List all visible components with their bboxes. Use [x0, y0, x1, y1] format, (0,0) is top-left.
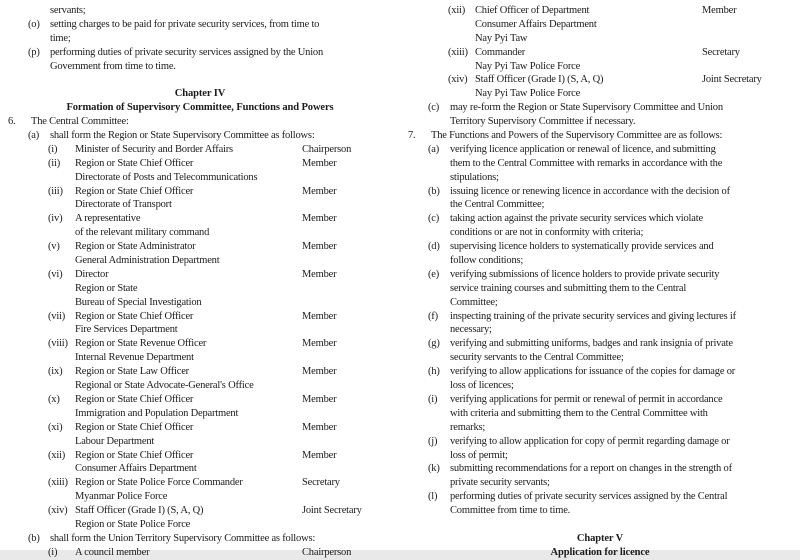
list-item-line: [400, 393, 800, 407]
list-item-line: [0, 226, 400, 240]
item-text: servants;: [50, 5, 86, 16]
item-text: service training courses and submitting them to the Central: [450, 282, 687, 294]
item-text: Region or State Chief Officer: [75, 393, 194, 405]
item-text: Nay Pyi Taw Police Force: [475, 88, 581, 100]
role-label: Joint Secretary: [702, 74, 762, 86]
role-label: Member: [302, 393, 337, 405]
role-label: Member: [302, 268, 337, 280]
item-marker: (ii): [48, 157, 61, 169]
list-item-line: [400, 379, 800, 393]
list-item-line: [400, 198, 800, 212]
item-text: supervising licence holders to systematically provide services and: [450, 241, 714, 253]
role-label: Chairperson: [302, 546, 352, 558]
item-text: Minister of Security and Border Affairs: [75, 143, 233, 155]
list-item-line: [400, 87, 800, 101]
list-item-line: [0, 212, 400, 226]
item-marker: (g): [428, 338, 440, 350]
item-text: Region or State: [75, 282, 138, 294]
item-marker: (f): [428, 310, 438, 322]
item-text: Bureau of Special Investigation: [75, 296, 202, 308]
list-item-line: [400, 171, 800, 185]
list-item-line: [400, 421, 800, 435]
item-marker: (iv): [48, 213, 63, 225]
item-text: Fire Services Department: [75, 324, 178, 336]
item-text: loss of permit;: [450, 449, 508, 461]
list-item-line: [0, 143, 400, 157]
item-marker: (d): [428, 241, 440, 253]
list-item-line: [0, 185, 400, 199]
list-item-line: [400, 337, 800, 351]
list-item-line: [400, 101, 800, 115]
list-item-line: [0, 240, 400, 254]
list-item-line: [400, 310, 800, 324]
item-marker: 7.: [408, 130, 416, 142]
list-item-line: [0, 310, 400, 324]
list-item-line: [400, 476, 800, 490]
item-text: verifying licence application or renewal of licence, and submitting: [450, 143, 716, 155]
item-text: Region or State Police Force Commander: [75, 477, 243, 489]
item-marker: (j): [428, 435, 438, 447]
role-label: Member: [302, 421, 337, 433]
item-text: Chief Officer of Department: [475, 5, 590, 16]
item-text: private security servants;: [450, 477, 550, 489]
item-marker: (xii): [48, 449, 66, 461]
item-text: Region or State Revenue Officer: [75, 338, 207, 350]
item-text: Committee;: [450, 296, 498, 308]
item-text: Directorate of Posts and Telecommunications: [75, 171, 258, 183]
list-item-line: [0, 32, 400, 46]
item-text: verifying applications for permit or renewal of permit in accordance: [450, 393, 723, 405]
list-item-line: [400, 254, 800, 268]
chapter-heading: Chapter IV: [174, 88, 226, 100]
list-item-line: [0, 532, 400, 546]
role-label: Joint Secretary: [302, 505, 362, 517]
item-text: Directorate of Transport: [75, 199, 172, 211]
column-right: [400, 4, 800, 560]
item-text: Regional or State Advocate-General's Office: [75, 380, 254, 392]
item-text: Region or State Administrator: [75, 241, 196, 253]
role-label: Member: [302, 157, 337, 169]
item-text: remarks;: [450, 421, 486, 433]
list-item-line: [0, 282, 400, 296]
list-item-line: [0, 171, 400, 185]
list-item-line: [400, 323, 800, 337]
item-text: verifying to allow application for copy of permit regarding damage or: [450, 435, 730, 447]
item-text: A council member: [75, 546, 150, 558]
role-label: Member: [302, 185, 337, 197]
item-text: with criteria and submitting them to the Central Committee with: [450, 407, 708, 419]
item-text: issuing licence or renewing licence in accordance with the decision of: [450, 185, 730, 197]
item-text: Nay Pyi Taw: [475, 32, 528, 44]
item-text: verifying submissions of licence holders to provide private security: [450, 268, 720, 280]
item-text: conditions or are not in conformity with criteria;: [450, 227, 644, 239]
list-item-line: [0, 462, 400, 476]
item-marker: (l): [428, 491, 438, 503]
list-item-line: [0, 365, 400, 379]
item-marker: 6.: [8, 116, 16, 128]
list-item-line: [400, 351, 800, 365]
list-item-line: [400, 282, 800, 296]
item-text: Staff Officer (Grade I) (S, A, Q): [75, 505, 204, 517]
item-text: performing duties of private security services assigned by the Union: [50, 46, 324, 58]
item-marker: (v): [48, 241, 60, 253]
role-label: Chairperson: [302, 143, 352, 155]
chapter-heading: Chapter V: [576, 532, 624, 544]
item-marker: (e): [428, 268, 440, 280]
item-text: follow conditions;: [450, 255, 524, 267]
item-marker: (o): [28, 18, 40, 30]
item-text: Region or State Chief Officer: [75, 310, 194, 322]
list-item-line: [0, 476, 400, 490]
list-item-line: [0, 546, 400, 560]
list-item-line: [0, 504, 400, 518]
list-item-line: [400, 157, 800, 171]
item-text: Consumer Affairs Department: [475, 18, 597, 30]
list-item-line: [0, 60, 400, 74]
role-label: Secretary: [702, 46, 740, 58]
list-item-line: [0, 421, 400, 435]
role-label: Member: [302, 449, 337, 461]
list-item-line: [0, 518, 400, 532]
item-marker: (c): [428, 213, 440, 225]
item-text: Government from time to time.: [50, 60, 176, 72]
item-text: Region or State Law Officer: [75, 366, 189, 378]
item-text: Labour Department: [75, 435, 155, 447]
list-item-line: [0, 337, 400, 351]
list-item-line: [400, 60, 800, 74]
chapter-heading: Formation of Supervisory Committee, Functions and Powers: [66, 102, 334, 114]
item-text: verifying to allow applications for issuance of the copies for damage or: [450, 366, 736, 378]
item-marker: (b): [28, 532, 40, 544]
item-marker: (k): [428, 463, 440, 475]
role-label: Member: [702, 5, 737, 16]
item-text: Internal Revenue Department: [75, 352, 194, 364]
item-marker: (i): [48, 143, 58, 155]
list-item-line: [0, 351, 400, 365]
item-marker: (vii): [48, 310, 66, 322]
list-item-line: [400, 240, 800, 254]
list-item-line: [0, 157, 400, 171]
item-text: The Central Committee:: [31, 116, 129, 128]
item-marker: (i): [428, 393, 438, 405]
item-text: may re-form the Region or State Supervisory Committee and Union: [450, 102, 723, 114]
list-item-line: [0, 296, 400, 310]
item-marker: (i): [48, 546, 58, 558]
list-item-line: [400, 504, 800, 518]
blank-line: [400, 518, 800, 532]
list-item-line: [400, 143, 800, 157]
item-marker: (b): [428, 185, 440, 197]
item-text: General Administration Department: [75, 255, 220, 267]
item-marker: (a): [28, 130, 40, 142]
list-item-line: [400, 296, 800, 310]
item-text: taking action against the private security services which violate: [450, 213, 703, 225]
item-text: submitting recommendations for a report on changes in the strength of: [450, 463, 732, 475]
item-text: shall form the Union Territory Supervisory Committee as follows:: [50, 532, 316, 544]
item-marker: (a): [428, 143, 440, 155]
item-text: Myanmar Police Force: [75, 491, 168, 503]
list-item-line: [400, 18, 800, 32]
list-item-line: [400, 226, 800, 240]
role-label: Member: [302, 338, 337, 350]
item-marker: (h): [428, 366, 440, 378]
list-item-line: [400, 4, 800, 18]
list-item-line: [400, 449, 800, 463]
item-text: Director: [75, 268, 109, 280]
item-text: Territory Supervisory Committee if necessary.: [450, 116, 636, 128]
item-text: of the relevant military command: [75, 227, 210, 239]
list-item-line: [400, 212, 800, 226]
item-text: setting charges to be paid for private security services, from time to: [50, 18, 320, 30]
item-marker: (xiv): [448, 74, 468, 86]
list-item-line: [400, 115, 800, 129]
item-text: the Central Committee;: [450, 199, 545, 211]
role-label: Member: [302, 310, 337, 322]
list-item-line: [0, 198, 400, 212]
list-item-line: [400, 365, 800, 379]
list-item-line: [0, 254, 400, 268]
item-text: Region or State Chief Officer: [75, 449, 194, 461]
role-label: Member: [302, 241, 337, 253]
list-item-line: [400, 268, 800, 282]
item-text: them to the Central Committee with remarks in accordance with the: [450, 157, 723, 169]
item-text: inspecting training of the private security services and giving lectures if: [450, 310, 736, 322]
list-item-line: [0, 18, 400, 32]
item-marker: (viii): [48, 338, 68, 350]
list-item-line: [400, 435, 800, 449]
item-marker: (xiii): [48, 477, 68, 489]
chapter-heading: Application for licence: [550, 546, 650, 558]
item-text: time;: [50, 32, 71, 44]
item-text: security servants to the Central Committee;: [450, 352, 624, 364]
item-text: Nay Pyi Taw Police Force: [475, 60, 581, 72]
list-item-line: [0, 115, 400, 129]
item-text: A representative: [75, 213, 141, 225]
item-text: stipulations;: [450, 171, 499, 183]
role-label: Member: [302, 366, 337, 378]
item-text: performing duties of private security services assigned by the Central: [450, 491, 728, 503]
item-text: verifying and submitting uniforms, badges and rank insignia of private: [450, 338, 733, 350]
item-text: Consumer Affairs Department: [75, 463, 197, 475]
item-text: Immigration and Population Department: [75, 407, 239, 419]
item-marker: (xiv): [48, 505, 68, 517]
list-item-line: [0, 323, 400, 337]
list-item-line: [0, 449, 400, 463]
list-item-line: [400, 490, 800, 504]
list-item-line: [0, 490, 400, 504]
item-text: loss of licences;: [450, 380, 514, 392]
item-text: Region or State Chief Officer: [75, 185, 194, 197]
list-item-line: [0, 46, 400, 60]
item-text: Staff Officer (Grade I) (S, A, Q): [475, 74, 604, 86]
list-item-line: [400, 46, 800, 60]
list-item-line: [400, 32, 800, 46]
list-item-line: [0, 407, 400, 421]
item-text: Commander: [475, 46, 526, 58]
item-text: necessary;: [450, 324, 492, 336]
item-marker: (iii): [48, 185, 63, 197]
list-item-line: [0, 435, 400, 449]
list-item-line: [400, 185, 800, 199]
list-item-line: [0, 268, 400, 282]
column-left: [0, 4, 400, 560]
list-item-line: [0, 393, 400, 407]
item-marker: (ix): [48, 366, 63, 378]
list-item-line: [0, 379, 400, 393]
item-text: The Functions and Powers of the Supervisory Committee are as follows:: [431, 130, 723, 142]
item-marker: (c): [428, 102, 440, 114]
item-text: Region or State Police Force: [75, 518, 191, 530]
item-marker: (xii): [448, 5, 466, 16]
item-text: Region or State Chief Officer: [75, 421, 194, 433]
item-text: shall form the Region or State Supervisory Committee as follows:: [50, 130, 315, 142]
role-label: Secretary: [302, 477, 340, 489]
item-marker: (x): [48, 393, 60, 405]
item-marker: (xi): [48, 421, 63, 433]
list-item-line: [0, 129, 400, 143]
list-item-line: [400, 407, 800, 421]
item-marker: (xiii): [448, 46, 468, 58]
item-text: Committee from time to time.: [450, 505, 571, 517]
role-label: Member: [302, 213, 337, 225]
list-item-line: [400, 129, 800, 143]
list-item-line: [400, 462, 800, 476]
item-text: Region or State Chief Officer: [75, 157, 194, 169]
item-marker: (vi): [48, 268, 63, 280]
blank-line: [0, 73, 400, 87]
list-item-line: [400, 73, 800, 87]
item-marker: (p): [28, 46, 40, 58]
continuation-line: [0, 4, 400, 18]
